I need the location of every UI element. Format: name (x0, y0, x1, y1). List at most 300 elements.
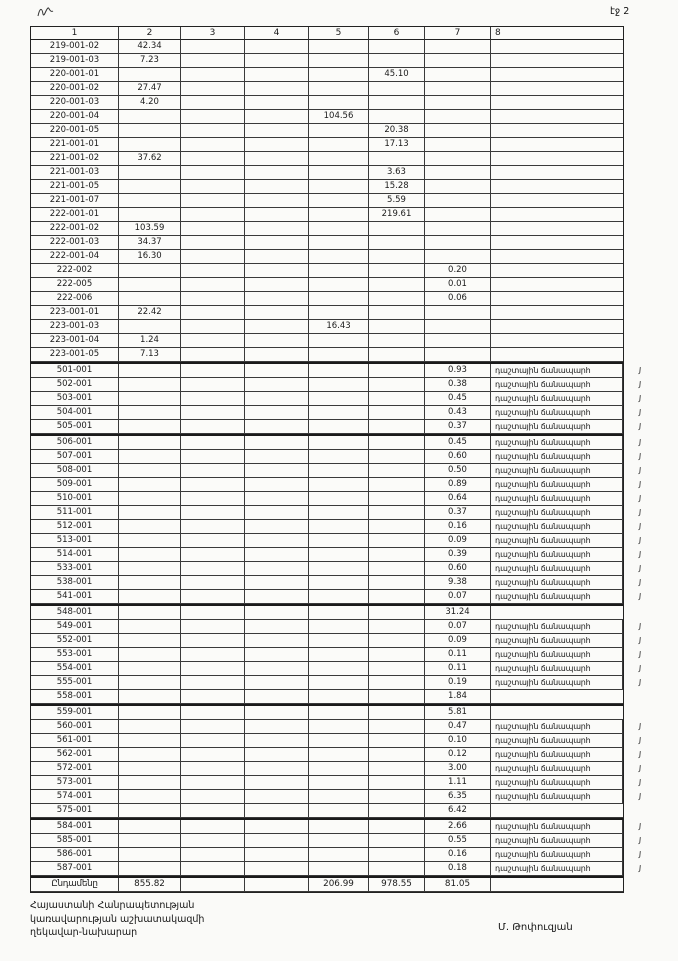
handwritten-mark: յ (638, 834, 643, 846)
value-cell (181, 236, 245, 250)
value-cell (425, 334, 491, 348)
note-cell (491, 194, 623, 208)
value-cell (119, 520, 181, 534)
value-cell (245, 320, 309, 334)
code-cell: Ընդամենը (31, 878, 119, 892)
value-cell (119, 634, 181, 648)
value-cell (181, 292, 245, 306)
code-cell: 504-001 (31, 406, 119, 420)
value-cell (309, 648, 369, 662)
value-cell (181, 138, 245, 152)
value-cell (245, 776, 309, 790)
code-cell: 553-001 (31, 648, 119, 662)
code-cell: 220-001-05 (31, 124, 119, 138)
value-cell (119, 166, 181, 180)
value-cell (245, 748, 309, 762)
value-cell (309, 534, 369, 548)
value-cell (181, 576, 245, 590)
handwritten-mark: յ (638, 848, 643, 860)
value-cell: 5.59 (369, 194, 425, 208)
value-cell (119, 450, 181, 464)
value-cell (369, 406, 425, 420)
value-cell (309, 834, 369, 848)
table-row (31, 704, 623, 720)
value-cell (119, 790, 181, 804)
value-cell: 0.37 (425, 420, 491, 434)
table-row (31, 320, 623, 334)
value-cell (369, 334, 425, 348)
table-row (31, 138, 623, 152)
value-cell (181, 278, 245, 292)
signature: Մ. Թոփուզյան (498, 922, 573, 933)
table-row (31, 378, 643, 392)
value-cell (245, 378, 309, 392)
value-cell: 34.37 (119, 236, 181, 250)
value-cell (181, 848, 245, 862)
note-cell: դաշտային ճանապարհ (491, 364, 623, 378)
table-row (31, 152, 623, 166)
table-row (31, 450, 643, 464)
code-cell: 220-001-01 (31, 68, 119, 82)
table-row (31, 362, 643, 378)
data-table (30, 26, 643, 893)
value-cell: 0.55 (425, 834, 491, 848)
value-cell (119, 292, 181, 306)
value-cell (245, 478, 309, 492)
value-cell (119, 320, 181, 334)
value-cell (309, 662, 369, 676)
value-cell (309, 436, 369, 450)
value-cell (181, 748, 245, 762)
value-cell (425, 96, 491, 110)
table-row (31, 576, 643, 590)
value-cell: 3.00 (425, 762, 491, 776)
note-cell: դաշտային ճանապարհ (491, 662, 623, 676)
code-cell: 511-001 (31, 506, 119, 520)
value-cell (369, 54, 425, 68)
value-cell: 7.23 (119, 54, 181, 68)
note-cell: դաշտային ճանապարհ (491, 548, 623, 562)
value-cell (309, 464, 369, 478)
value-cell (245, 40, 309, 54)
code-cell: 575-001 (31, 804, 119, 818)
value-cell (181, 250, 245, 264)
value-cell (309, 776, 369, 790)
value-cell (119, 590, 181, 604)
value-cell (119, 492, 181, 506)
value-cell (309, 364, 369, 378)
value-cell (425, 250, 491, 264)
value-cell (181, 590, 245, 604)
value-cell: 45.10 (369, 68, 425, 82)
table-row (31, 506, 643, 520)
value-cell (181, 834, 245, 848)
value-cell (369, 662, 425, 676)
value-cell: 104.56 (309, 110, 369, 124)
table-row (31, 222, 623, 236)
value-cell: 1.84 (425, 690, 491, 704)
note-cell: դաշտային ճանապարհ (491, 506, 623, 520)
note-cell (491, 348, 623, 362)
value-cell: 20.38 (369, 124, 425, 138)
value-cell (245, 690, 309, 704)
value-cell (181, 166, 245, 180)
table-row (31, 110, 623, 124)
value-cell (309, 194, 369, 208)
value-cell (245, 606, 309, 620)
value-cell (181, 762, 245, 776)
note-cell: դաշտային ճանապարհ (491, 620, 623, 634)
code-cell: 584-001 (31, 820, 119, 834)
value-cell (309, 848, 369, 862)
value-cell (309, 820, 369, 834)
table-row (31, 180, 623, 194)
handwritten-mark: յ (638, 790, 643, 802)
value-cell (369, 40, 425, 54)
value-cell (309, 634, 369, 648)
value-cell (309, 450, 369, 464)
column-header: 4 (245, 27, 309, 40)
page-number: էջ 2 (610, 6, 630, 17)
value-cell (245, 576, 309, 590)
value-cell (369, 606, 425, 620)
value-cell (181, 208, 245, 222)
value-cell (119, 804, 181, 818)
value-cell (181, 562, 245, 576)
value-cell: 0.11 (425, 648, 491, 662)
value-cell (119, 662, 181, 676)
value-cell (119, 180, 181, 194)
note-cell: դաշտային ճանապարհ (491, 848, 623, 862)
value-cell: 0.19 (425, 676, 491, 690)
table-row (31, 464, 643, 478)
value-cell: 0.20 (425, 264, 491, 278)
value-cell (119, 378, 181, 392)
value-cell (369, 292, 425, 306)
value-cell (369, 748, 425, 762)
value-cell (181, 776, 245, 790)
value-cell (245, 562, 309, 576)
value-cell (119, 278, 181, 292)
table-row (31, 194, 623, 208)
table-row (31, 406, 643, 420)
value-cell: 0.60 (425, 562, 491, 576)
handwritten-mark: յ (638, 478, 643, 490)
value-cell (181, 68, 245, 82)
note-cell: դաշտային ճանապարհ (491, 590, 623, 604)
footer-line-2: կառավարության աշխատակազմի (30, 913, 205, 925)
value-cell (245, 862, 309, 876)
value-cell (309, 606, 369, 620)
value-cell (369, 492, 425, 506)
handwritten-mark: յ (638, 450, 643, 462)
value-cell: 978.55 (369, 878, 425, 892)
value-cell (181, 392, 245, 406)
value-cell (369, 364, 425, 378)
code-cell: 533-001 (31, 562, 119, 576)
value-cell (181, 96, 245, 110)
code-cell: 514-001 (31, 548, 119, 562)
value-cell (369, 690, 425, 704)
footer-block (30, 899, 204, 940)
value-cell (369, 278, 425, 292)
value-cell (425, 138, 491, 152)
value-cell (309, 620, 369, 634)
value-cell (369, 110, 425, 124)
handwritten-mark: յ (638, 676, 643, 688)
value-cell: 855.82 (119, 878, 181, 892)
value-cell (309, 506, 369, 520)
value-cell (181, 534, 245, 548)
value-cell (369, 734, 425, 748)
value-cell (425, 124, 491, 138)
code-cell: 222-001-02 (31, 222, 119, 236)
value-cell (309, 278, 369, 292)
value-cell (119, 68, 181, 82)
value-cell (309, 138, 369, 152)
value-cell (369, 648, 425, 662)
value-cell (181, 194, 245, 208)
value-cell (369, 804, 425, 818)
handwritten-mark: յ (638, 748, 643, 760)
value-cell (245, 82, 309, 96)
table-row (31, 292, 623, 306)
value-cell (245, 620, 309, 634)
value-cell (245, 720, 309, 734)
note-cell (491, 152, 623, 166)
note-cell: դաշտային ճանապարհ (491, 748, 623, 762)
column-header: 8 (491, 27, 623, 40)
note-cell (491, 250, 623, 264)
note-cell: դաշտային ճանապարհ (491, 420, 623, 434)
note-cell (491, 236, 623, 250)
value-cell (181, 690, 245, 704)
value-cell (245, 348, 309, 362)
value-cell (309, 590, 369, 604)
note-cell (491, 54, 623, 68)
code-cell: 222-001-01 (31, 208, 119, 222)
value-cell (245, 68, 309, 82)
column-header: 6 (369, 27, 425, 40)
note-cell (491, 222, 623, 236)
value-cell: 42.34 (119, 40, 181, 54)
note-cell: դաշտային ճանապարհ (491, 436, 623, 450)
value-cell (245, 790, 309, 804)
code-cell: 222-001-03 (31, 236, 119, 250)
note-cell: դաշտային ճանապարհ (491, 450, 623, 464)
code-cell: 555-001 (31, 676, 119, 690)
value-cell (181, 110, 245, 124)
code-cell: 508-001 (31, 464, 119, 478)
handwritten-mark: յ (638, 464, 643, 476)
value-cell (119, 676, 181, 690)
corner-scribble-icon (36, 5, 56, 19)
value-cell: 0.10 (425, 734, 491, 748)
footer-line-1: Հայաստանի Հանրապետության (30, 900, 195, 911)
value-cell (119, 562, 181, 576)
code-cell: 501-001 (31, 364, 119, 378)
value-cell (245, 590, 309, 604)
value-cell (119, 208, 181, 222)
code-cell: 223-001-05 (31, 348, 119, 362)
value-cell (369, 720, 425, 734)
value-cell (245, 464, 309, 478)
table-row (31, 748, 643, 762)
note-cell (491, 166, 623, 180)
value-cell (369, 378, 425, 392)
value-cell: 3.63 (369, 166, 425, 180)
value-cell (245, 306, 309, 320)
note-cell: դաշտային ճանապարհ (491, 464, 623, 478)
code-cell: 221-001-07 (31, 194, 119, 208)
table-row (31, 776, 643, 790)
value-cell (369, 848, 425, 862)
code-cell: 220-001-02 (31, 82, 119, 96)
table-row (31, 348, 623, 362)
value-cell: 0.06 (425, 292, 491, 306)
table-row (31, 96, 623, 110)
value-cell (309, 548, 369, 562)
value-cell: 16.30 (119, 250, 181, 264)
code-cell: 221-001-05 (31, 180, 119, 194)
value-cell (119, 648, 181, 662)
value-cell: 0.16 (425, 520, 491, 534)
code-cell: 541-001 (31, 590, 119, 604)
value-cell (245, 222, 309, 236)
value-cell: 9.38 (425, 576, 491, 590)
value-cell (181, 348, 245, 362)
value-cell: 0.89 (425, 478, 491, 492)
code-cell: 502-001 (31, 378, 119, 392)
table-row (31, 720, 643, 734)
value-cell (369, 236, 425, 250)
value-cell (369, 776, 425, 790)
value-cell (181, 124, 245, 138)
code-cell: 220-001-03 (31, 96, 119, 110)
handwritten-mark: յ (638, 392, 643, 404)
code-cell: 510-001 (31, 492, 119, 506)
value-cell (181, 520, 245, 534)
value-cell (181, 320, 245, 334)
table-row (31, 818, 643, 834)
value-cell: 0.12 (425, 748, 491, 762)
note-cell (491, 138, 623, 152)
value-cell (309, 348, 369, 362)
value-cell: 103.59 (119, 222, 181, 236)
code-cell: 509-001 (31, 478, 119, 492)
value-cell: 6.35 (425, 790, 491, 804)
value-cell (245, 420, 309, 434)
table-row (31, 562, 643, 576)
value-cell (425, 110, 491, 124)
value-cell (181, 804, 245, 818)
value-cell: 0.93 (425, 364, 491, 378)
value-cell (309, 676, 369, 690)
value-cell (181, 364, 245, 378)
handwritten-mark: յ (638, 720, 643, 732)
note-cell: դաշտային ճանապարհ (491, 634, 623, 648)
value-cell (245, 292, 309, 306)
value-cell (181, 478, 245, 492)
value-cell (245, 848, 309, 862)
value-cell (425, 82, 491, 96)
value-cell (369, 348, 425, 362)
value-cell (425, 222, 491, 236)
handwritten-mark: յ (638, 520, 643, 532)
note-cell (491, 110, 623, 124)
value-cell (425, 68, 491, 82)
table-row (31, 534, 643, 548)
value-cell (119, 776, 181, 790)
value-cell (119, 478, 181, 492)
value-cell (309, 478, 369, 492)
code-cell: 560-001 (31, 720, 119, 734)
value-cell (309, 576, 369, 590)
note-cell: դաշտային ճանապարհ (491, 392, 623, 406)
value-cell (119, 548, 181, 562)
handwritten-mark: յ (638, 634, 643, 646)
note-cell: դաշտային ճանապարհ (491, 820, 623, 834)
table-row (31, 620, 643, 634)
value-cell (181, 378, 245, 392)
table-row (31, 166, 623, 180)
note-cell (491, 82, 623, 96)
value-cell (119, 820, 181, 834)
value-cell (369, 676, 425, 690)
code-cell: 223-001-04 (31, 334, 119, 348)
table-row (31, 848, 643, 862)
table-row (31, 306, 623, 320)
code-cell: 503-001 (31, 392, 119, 406)
handwritten-mark: յ (638, 436, 643, 448)
value-cell (245, 110, 309, 124)
column-header: 5 (309, 27, 369, 40)
code-cell: 554-001 (31, 662, 119, 676)
value-cell (245, 236, 309, 250)
value-cell (425, 208, 491, 222)
value-cell: 0.38 (425, 378, 491, 392)
value-cell: 4.20 (119, 96, 181, 110)
value-cell (119, 720, 181, 734)
code-cell: 223-001-03 (31, 320, 119, 334)
note-cell: դաշտային ճանապարհ (491, 520, 623, 534)
value-cell (425, 348, 491, 362)
value-cell: 37.62 (119, 152, 181, 166)
table-row (31, 520, 643, 534)
value-cell (245, 634, 309, 648)
note-cell: դաշտային ճանապարհ (491, 676, 623, 690)
table-row (31, 604, 623, 620)
value-cell (309, 40, 369, 54)
value-cell (369, 862, 425, 876)
column-header: 7 (425, 27, 491, 40)
table-row (31, 250, 623, 264)
value-cell (309, 292, 369, 306)
code-cell: 507-001 (31, 450, 119, 464)
note-cell: դաշտային ճանապարհ (491, 406, 623, 420)
table-row (31, 392, 643, 406)
value-cell (181, 620, 245, 634)
footer-line-3: ղեկավար-նախարար (30, 927, 138, 938)
code-cell: 222-001-04 (31, 250, 119, 264)
value-cell: 0.09 (425, 534, 491, 548)
value-cell (245, 194, 309, 208)
value-cell (245, 54, 309, 68)
table-row (31, 82, 623, 96)
code-cell: 552-001 (31, 634, 119, 648)
value-cell: 0.60 (425, 450, 491, 464)
value-cell (425, 194, 491, 208)
